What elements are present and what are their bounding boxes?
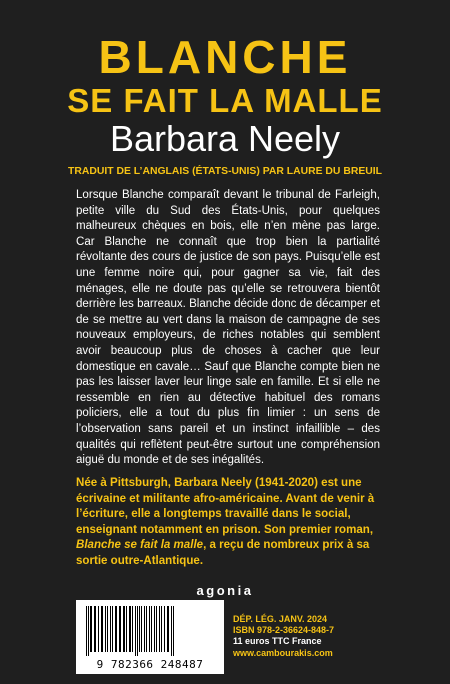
barcode-bar — [90, 606, 92, 652]
barcode-bar — [141, 606, 142, 652]
barcode-bar — [146, 606, 147, 652]
barcode-bar — [159, 606, 160, 652]
title-line-2: SE FAIT LA MALLE — [67, 82, 383, 119]
barcode-bar — [156, 606, 157, 652]
barcode-bar — [110, 606, 111, 652]
isbn-barcode — [76, 600, 224, 674]
barcode-bar — [126, 606, 127, 652]
barcode-bar — [164, 606, 165, 652]
author-name: Barbara Neely — [109, 118, 341, 159]
publication-info — [233, 614, 334, 659]
barcode-bar — [86, 606, 87, 656]
isbn-number: ISBN 978-2-36624-848-7 — [233, 625, 335, 636]
barcode-bar — [94, 606, 96, 652]
barcode-bar — [137, 606, 138, 656]
barcode-bar — [171, 606, 172, 656]
barcode-bar — [112, 606, 113, 652]
barcode-bar — [154, 606, 155, 652]
barcode-bar — [107, 606, 108, 652]
barcode-bar — [119, 606, 121, 652]
legal-deposit: DÉP. LÉG. JANV. 2024 — [233, 614, 328, 624]
barcode-bar — [129, 606, 131, 652]
barcode-bar — [149, 606, 150, 652]
barcode-bar — [98, 606, 99, 652]
barcode-bar — [144, 606, 145, 652]
bio-book-title: Blanche se fait la malle — [76, 539, 204, 552]
barcode-bar — [105, 606, 106, 652]
barcode-bar — [135, 606, 136, 656]
barcode-digits: 9 782366 248487 — [96, 658, 204, 671]
barcode-bar — [139, 606, 140, 652]
price: 11 euros TTC France — [233, 636, 322, 647]
bio-text-end: , a reçu de nombreux prix à sa sortie outre-Atlantique. — [76, 539, 370, 567]
barcode-bar — [151, 606, 152, 652]
barcode-bar — [115, 606, 117, 652]
publisher-name: agonia — [196, 583, 254, 598]
summary-paragraph: Lorsque Blanche comparaît devant le tribunal de Farleigh, petite ville du Sud des États-Unis, pour quelques malheureux chèques en bois, elle n’en mène pas large. Car Blanche ne connaît que trop bien la partialité révoltante des cours de justice de son pays. Puisqu’elle est une femme noire qui, pour gagner sa vie, fait des ménages, elle ne doute pas qu’elle se retrouvera bientôt derrière les barreaux. Blanche décide donc de décamper et de se mettre au vert dans la maison de campagne de ses nouveaux employeurs, de riches notables qui semblent avoir beaucoup plus de choses à cacher que leur domestique en cavale… Sauf que Blanche compte bien ne pas les laisser laver leur linge sale en famille. Et si elle ne ressemble en rien au détective habituel des romans policiers, elle a tout du plus fin limier : un sens de l’observation sans pareil et un instinct infaillible – des qualités qui reflètent peut-être surtout une compréhension aiguë du monde et de ses inégalités. — [76, 189, 380, 467]
title-line-1: BLANCHE — [98, 31, 352, 83]
barcode-bars-icon — [84, 606, 216, 656]
barcode-bar — [88, 606, 89, 656]
translator-credit: TRADUIT DE L’ANGLAIS (ÉTATS-UNIS) PAR LAURE DU BREUIL — [67, 166, 382, 177]
barcode-bar — [173, 606, 174, 656]
barcode-bar — [132, 606, 133, 652]
barcode-bar — [167, 606, 169, 652]
barcode-bar — [101, 606, 103, 652]
publisher-website: www.cambourakis.com — [233, 647, 333, 658]
barcode-bar — [161, 606, 162, 652]
author-bio — [76, 476, 380, 570]
barcode-bar — [123, 606, 125, 652]
bio-text-start: Née à Pittsburgh, Barbara Neely (1941-2020) est une écrivaine et militante afro-américaine. Avant de venir à l’écriture, elle a longtemps travaillé dans le social, enseignant notamment en prison. Son premier roman, — [76, 477, 375, 536]
